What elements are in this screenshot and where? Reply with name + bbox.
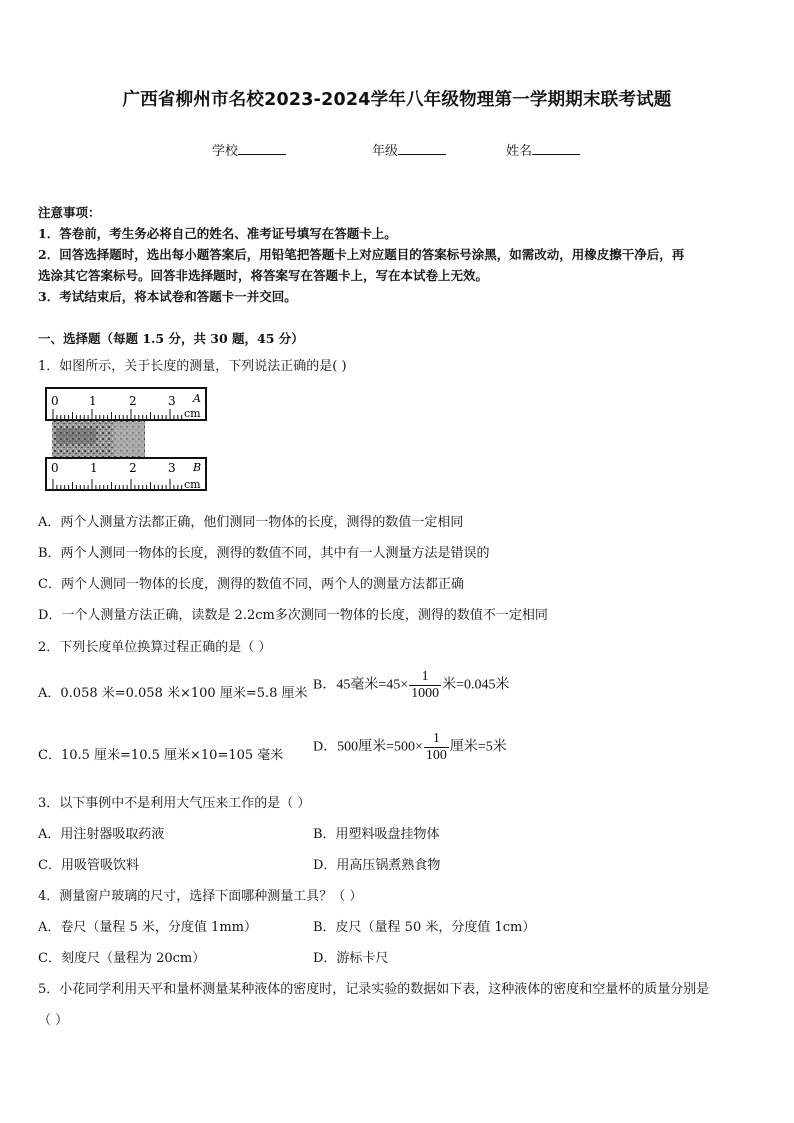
- q2-option-a[interactable]: A．0.058 米=0.058 米×100 厘米=5.8 厘米: [38, 686, 308, 701]
- ruler-a-tick-2: 2: [129, 394, 137, 408]
- grade-blank[interactable]: [398, 142, 446, 155]
- q2-option-b-denominator: 1000: [411, 686, 440, 701]
- q1-option-d[interactable]: D．一个人测量方法正确，读数是 2.2cm多次测同一物体的长度，测得的数值不一定相同: [38, 608, 548, 623]
- section-heading: 一、选择题（每题 1.5 分，共 30 题，45 分）: [38, 331, 304, 346]
- q4-option-d[interactable]: D．游标卡尺: [313, 951, 389, 966]
- notice-item-2-cont: 选涂其它答案标号。回答非选择题时，将答案写在答题卡上，写在本试卷上无效。: [38, 268, 489, 283]
- school-label: 学校: [212, 144, 239, 159]
- q2-option-d-post: 厘米=5米: [449, 739, 507, 755]
- ruler-a: [46, 388, 206, 420]
- q2-option-c[interactable]: C．10.5 厘米=10.5 厘米×10=105 毫米: [38, 748, 284, 763]
- ruler-b-letter: B: [193, 461, 202, 474]
- ruler-b: [46, 458, 206, 491]
- q2-option-b-pre: B．45毫米=45×: [313, 677, 409, 693]
- ruler-a-tick-1: 1: [89, 394, 97, 408]
- ruler-b-tick-1: 1: [90, 461, 98, 475]
- q5-stem: 5．小花同学利用天平和量杯测量某种液体的密度时，记录实验的数据如下表，这种液体的密度和空量杯的质量分别是: [38, 982, 710, 997]
- ruler-figure: [42, 384, 214, 496]
- grade-field[interactable]: [372, 140, 446, 159]
- q3-option-b[interactable]: B．用塑料吸盘挂物体: [313, 827, 440, 842]
- q2-option-d-pre: D．500厘米=500×: [313, 739, 423, 755]
- q1-stem: 1．如图所示，关于长度的测量，下列说法正确的是( ): [38, 359, 347, 374]
- name-field[interactable]: [506, 140, 580, 159]
- grade-label: 年级: [372, 144, 399, 159]
- q1-option-a[interactable]: A．两个人测量方法都正确，他们测同一物体的长度，测得的数值一定相同: [38, 515, 464, 530]
- q2-option-b-numerator: 1: [421, 669, 429, 684]
- ruler-b-tick-0: 0: [51, 461, 59, 475]
- q3-stem: 3．以下事例中不是利用大气压来工作的是（ ）: [38, 796, 311, 811]
- q3-option-c[interactable]: C．用吸管吸饮料: [38, 858, 139, 873]
- q3-option-d[interactable]: D．用高压锅煮熟食物: [313, 858, 441, 873]
- school-field[interactable]: [212, 140, 286, 159]
- q1-option-c[interactable]: C．两个人测同一物体的长度，测得的数值不同，两个人的测量方法都正确: [38, 577, 464, 592]
- ruler-b-unit: cm: [184, 478, 201, 491]
- name-label: 姓名: [506, 144, 533, 159]
- q2-option-b-post: 米=0.045米: [442, 677, 510, 693]
- ruler-a-letter: A: [193, 392, 201, 405]
- ruler-a-tick-0: 0: [51, 394, 59, 408]
- ruler-a-unit: cm: [184, 407, 201, 420]
- q4-stem: 4．测量窗户玻璃的尺寸，选择下面哪种测量工具？（ ）: [38, 889, 363, 904]
- notice-item-1: 1．答卷前，考生务必将自己的姓名、准考证号填写在答题卡上。: [38, 226, 397, 241]
- q4-option-b[interactable]: B．皮尺（量程 50 米，分度值 1cm）: [313, 920, 536, 935]
- ruler-b-tick-2: 2: [129, 461, 137, 475]
- q1-option-b[interactable]: B．两个人测同一物体的长度，测得的数值不同，其中有一人测量方法是错误的: [38, 546, 490, 561]
- school-blank[interactable]: [238, 142, 286, 155]
- ruler-b-tick-3: 3: [168, 461, 176, 475]
- q3-option-a[interactable]: A．用注射器吸取药液: [38, 827, 165, 842]
- notice-item-2: 2．回答选择题时，选出每小题答案后，用铅笔把答题卡上对应题目的答案标号涂黑，如需改动，用橡皮擦干净后，再: [38, 247, 685, 262]
- page-title: 广西省柳州市名校2023-2024学年八年级物理第一学期期末联考试题: [122, 90, 672, 110]
- notice-item-3: 3．考试结束后，将本试卷和答题卡一并交回。: [38, 289, 297, 304]
- q5-stem-cont: （ ）: [38, 1013, 69, 1028]
- q2-option-d-fraction: [424, 731, 449, 764]
- ruler-a-tick-3: 3: [168, 394, 176, 408]
- q4-option-c[interactable]: C．刻度尺（量程为 20cm）: [38, 951, 206, 966]
- q2-option-d-denominator: 100: [425, 748, 447, 763]
- q2-option-b-fraction: [409, 669, 441, 702]
- notice-heading: 注意事项：: [38, 205, 101, 220]
- q4-option-a[interactable]: A．卷尺（量程 5 米，分度值 1mm）: [38, 920, 257, 935]
- q2-option-b[interactable]: [313, 669, 510, 702]
- q2-option-d-numerator: 1: [432, 731, 440, 746]
- q2-option-d[interactable]: [313, 731, 507, 764]
- q2-stem: 2．下列长度单位换算过程正确的是（ ）: [38, 640, 272, 655]
- name-blank[interactable]: [532, 142, 580, 155]
